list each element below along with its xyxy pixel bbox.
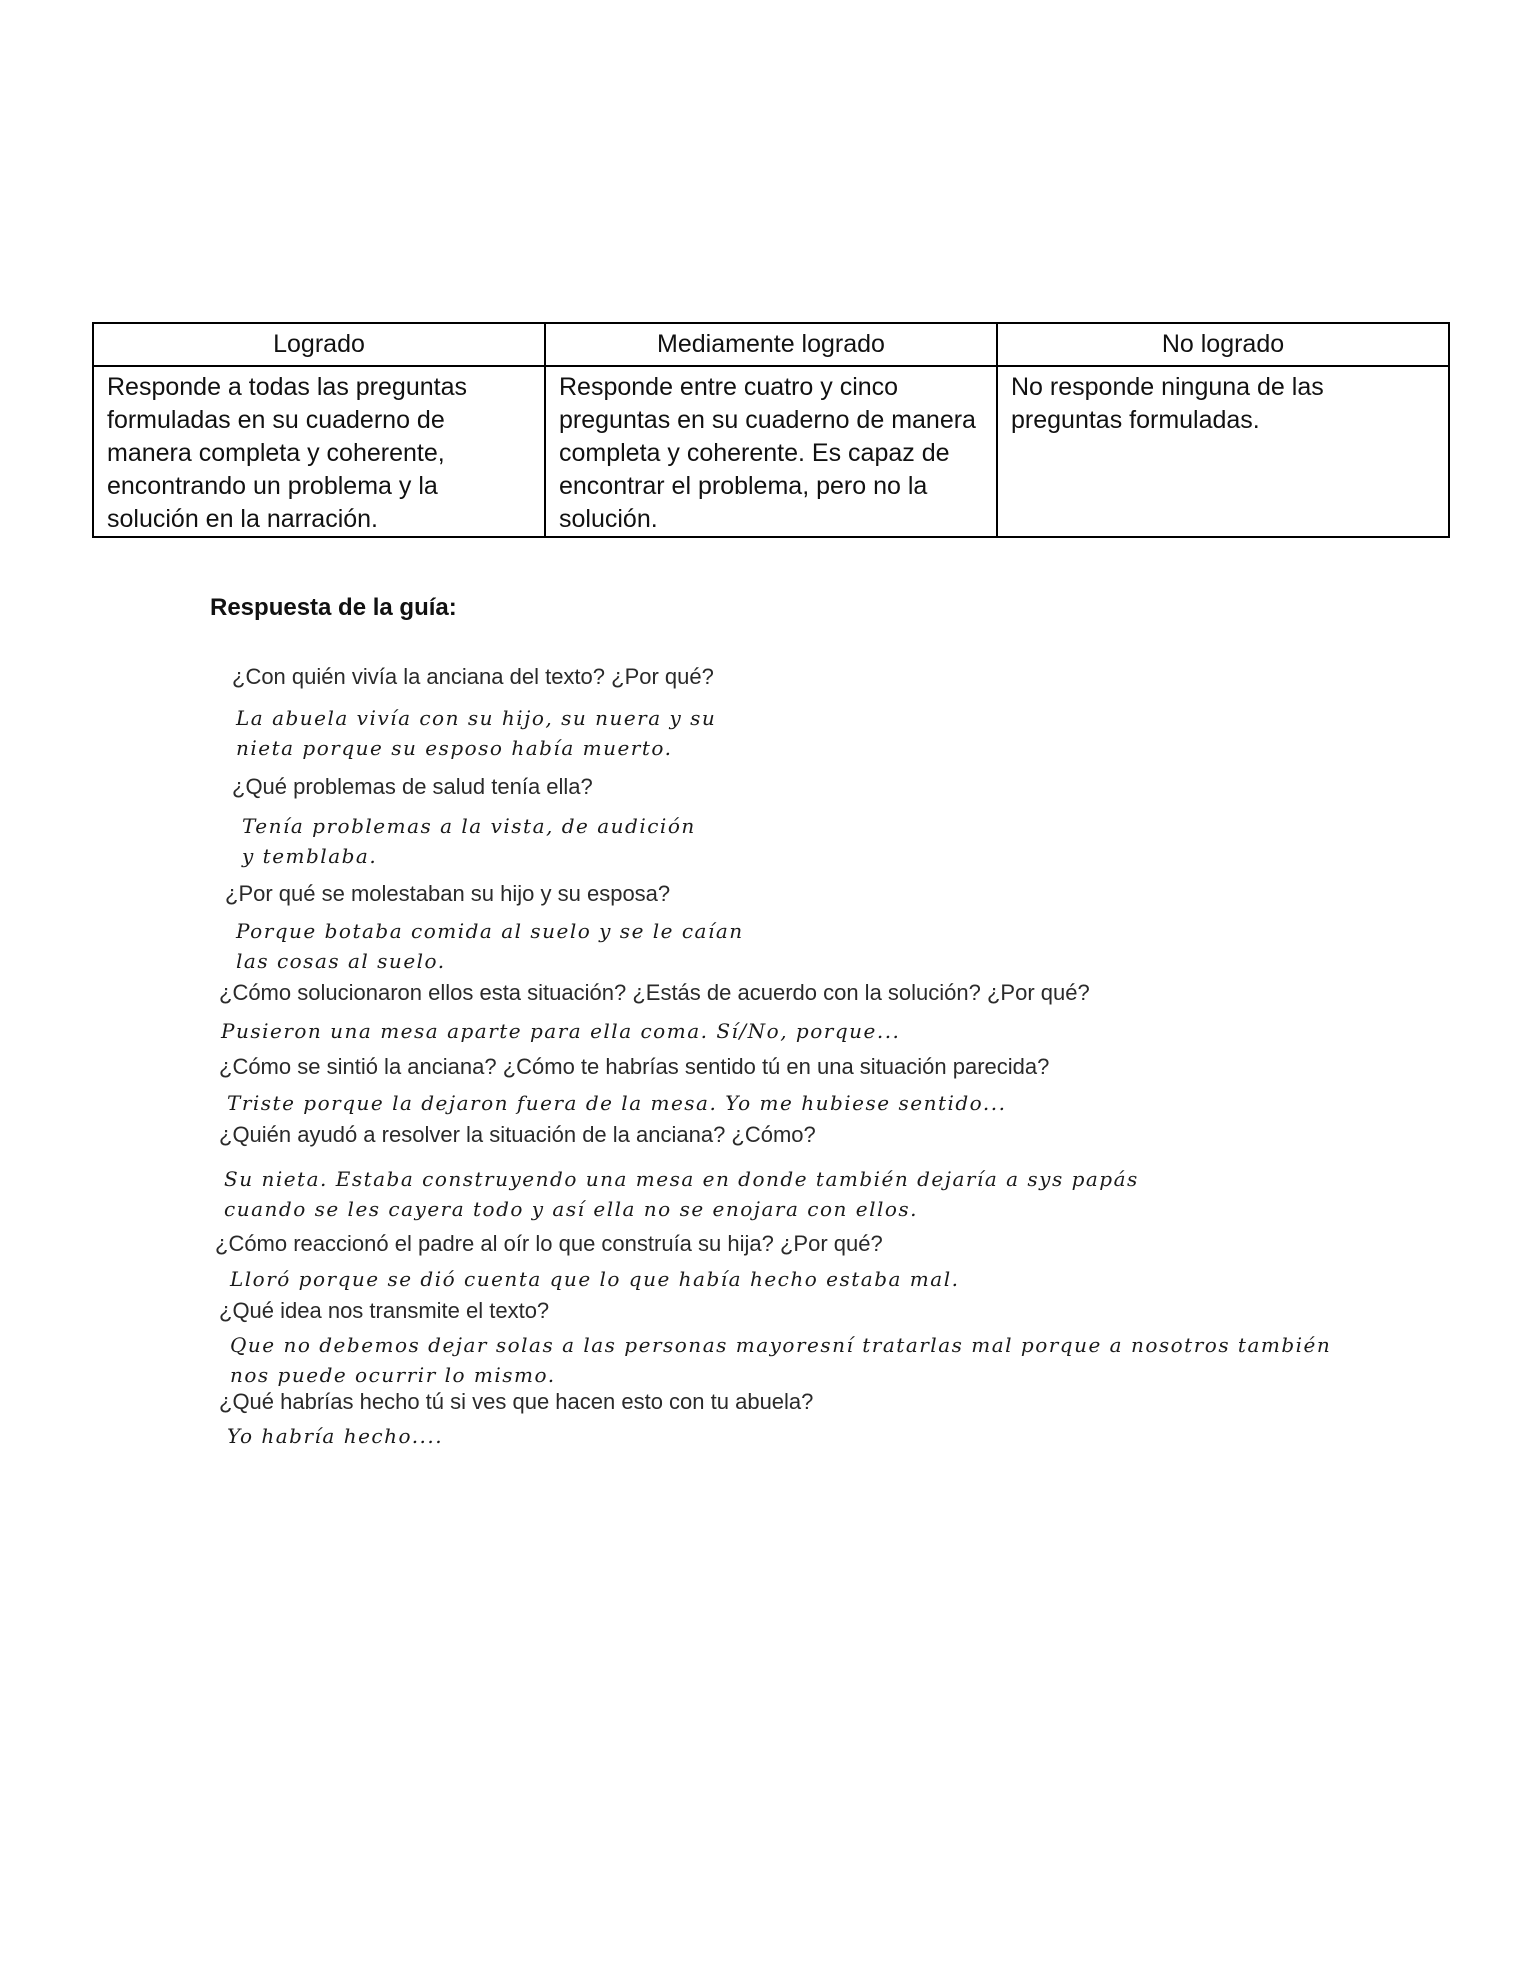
rubric-cell-no-logrado: No responde ninguna de las preguntas formuladas. — [997, 366, 1449, 537]
answer-6-line-2: cuando se les cayera todo y así ella no se enojara con ellos. — [224, 1197, 919, 1221]
question-8: ¿Qué idea nos transmite el texto? — [219, 1298, 550, 1323]
rubric-cell-logrado: Responde a todas las preguntas formuladas en su cuaderno de manera completa y coherente, encontrando un problema y la solución en la narración. — [93, 366, 545, 537]
answer-9-line-1: Yo habría hecho.... — [227, 1424, 444, 1448]
rubric-cell-mediamente: Responde entre cuatro y cinco preguntas en su cuaderno de manera completa y coherente. Es capaz de encontrar el problema, pero no la solución. — [545, 366, 997, 537]
answer-8-line-2: nos puede ocurrir lo mismo. — [230, 1363, 556, 1387]
question-1: ¿Con quién vivía la anciana del texto? ¿Por qué? — [232, 664, 714, 689]
guide-heading: Respuesta de la guía: — [210, 594, 457, 621]
rubric-header-no-logrado: No logrado — [997, 323, 1449, 366]
rubric-table — [92, 322, 1450, 538]
answer-6-line-1: Su nieta. Estaba construyendo una mesa en donde también dejaría a sys papás — [224, 1167, 1139, 1191]
question-7: ¿Cómo reaccionó el padre al oír lo que construía su hija? ¿Por qué? — [215, 1231, 883, 1256]
answer-1-line-2: nieta porque su esposo había muerto. — [236, 736, 673, 760]
answer-3-line-1: Porque botaba comida al suelo y se le caían — [236, 919, 744, 943]
answer-8-line-1: Que no debemos dejar solas a las personas mayoresní tratarlas mal porque a nosotros también — [230, 1333, 1332, 1357]
answer-3-line-2: las cosas al suelo. — [236, 949, 446, 973]
rubric-header-mediamente: Mediamente logrado — [545, 323, 997, 366]
answer-2-line-2: y temblaba. — [242, 844, 378, 868]
question-4: ¿Cómo solucionaron ellos esta situación? ¿Estás de acuerdo con la solución? ¿Por qué? — [219, 980, 1090, 1005]
question-2: ¿Qué problemas de salud tenía ella? — [232, 774, 593, 799]
question-6: ¿Quién ayudó a resolver la situación de la anciana? ¿Cómo? — [219, 1122, 816, 1147]
answer-7-line-1: Lloró porque se dió cuenta que lo que había hecho estaba mal. — [230, 1267, 960, 1291]
rubric-header-logrado: Logrado — [93, 323, 545, 366]
rubric-criteria-row — [93, 366, 1449, 537]
question-5: ¿Cómo se sintió la anciana? ¿Cómo te habrías sentido tú en una situación parecida? — [219, 1054, 1050, 1079]
question-3: ¿Por qué se molestaban su hijo y su esposa? — [225, 881, 671, 906]
answer-4-line-1: Pusieron una mesa aparte para ella coma. Sí/No, porque... — [221, 1019, 901, 1043]
answer-1-line-1: La abuela vivía con su hijo, su nuera y su — [236, 706, 717, 730]
answer-5-line-1: Triste porque la dejaron fuera de la mesa. Yo me hubiese sentido... — [227, 1091, 1007, 1115]
rubric-header-row — [93, 323, 1449, 366]
answer-2-line-1: Tenía problemas a la vista, de audición — [242, 814, 696, 838]
question-9: ¿Qué habrías hecho tú si ves que hacen esto con tu abuela? — [219, 1389, 814, 1414]
